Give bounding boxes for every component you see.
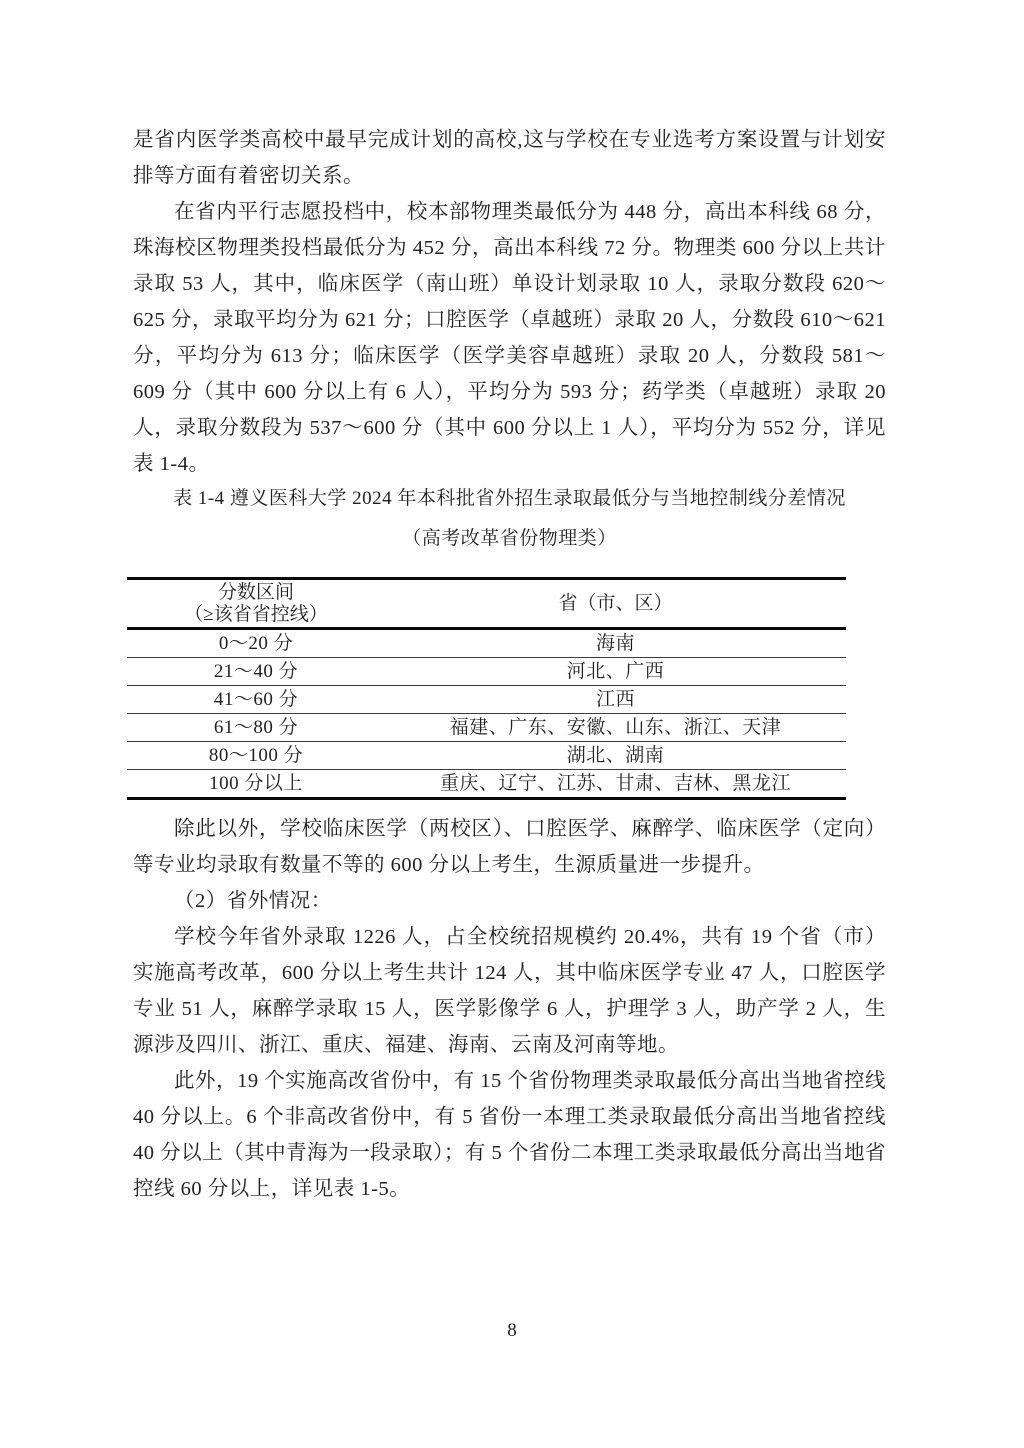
score-range-cell: 80～100 分 (208, 744, 304, 766)
header-score-range-line2: （≥该省省控线） (184, 603, 328, 625)
table-header-row (127, 579, 846, 629)
page-number: 8 (507, 1320, 517, 1341)
header-score-range (127, 579, 385, 629)
table-row (127, 658, 846, 686)
table-row (127, 714, 846, 742)
provinces-cell: 海南 (595, 632, 635, 654)
table-caption: 表 1-4 遵义医科大学 2024 年本科批省外招生录取最低分与当地控制线分差情况 (173, 488, 846, 509)
paragraph-additional-majors: 除此以外，学校临床医学（两校区）、口腔医学、麻醉学、临床医学（定向）等专业均录取有数量不等的 600 分以上考生，生源质量进一步提升。 (133, 818, 886, 876)
header-province: 省（市、区） (558, 592, 673, 614)
provinces-cell: 河北、广西 (566, 660, 665, 682)
provinces-cell: 重庆、辽宁、江苏、甘肃、吉林、黑龙江 (439, 772, 791, 794)
table-row (127, 742, 846, 770)
provinces-cell: 江西 (595, 688, 635, 710)
paragraph-out-of-province-detail: 学校今年省外录取 1226 人，占全校统招规模约 20.4%，共有 19 个省（市）实施高考改革，600 分以上考生共计 124 人，其中临床医学专业 47 人，口腔医学专业 51 人，麻醉学录取 15 人，医学影像学 6 人，护理学 3 人，助产学 2 人，生源涉及四川、浙江、重庆、福建、海南、云南及河南等地。 (133, 926, 886, 1056)
score-range-cell: 21～40 分 (213, 660, 299, 682)
score-gap-table (127, 577, 846, 800)
table-subtitle: （高考改革省份物理类） (402, 528, 617, 549)
header-score-range-line1: 分数区间 (217, 581, 294, 603)
score-range-cell: 100 分以上 (209, 772, 303, 794)
score-range-cell: 61～80 分 (213, 716, 299, 738)
paragraph-province-gap-summary: 此外，19 个实施高改省份中，有 15 个省份物理类录取最低分高出当地省控线 40 分以上。6 个非高改省份中，有 5 省份一本理工类录取最低分高出当地省控线 40 分以上（其中青海为一段录取）；有 5 个省份二本理工类录取最低分高出当地省控线 60 分以上，详见表 1-5。 (133, 1070, 886, 1200)
score-range-cell: 0～20 分 (218, 632, 294, 654)
provinces-cell: 福建、广东、安徽、山东、浙江、天津 (449, 716, 782, 738)
page-content (133, 122, 886, 1207)
table-row (127, 686, 846, 714)
provinces-cell: 湖北、湖南 (566, 744, 665, 766)
table-row (127, 629, 846, 658)
paragraph-continuation: 是省内医学类高校中最早完成计划的高校,这与学校在专业选考方案设置与计划安排等方面有着密切关系。 (133, 129, 886, 187)
paragraph-province-internal: 在省内平行志愿投档中，校本部物理类最低分为 448 分，高出本科线 68 分，珠海校区物理类投档最低分为 452 分，高出本科线 72 分。物理类 600 分以上共计录取 53 人，其中，临床医学（南山班）单设计划录取 10 人，录取分数段 620～625 分，录取平均分为 621 分；口腔医学（卓越班）录取 20 人，分数段 610～621 分，平均分为 613 分；临床医学（医学美容卓越班）录取 20 人，分数段 581～609 分（其中 600 分以上有 6 人），平均分为 593 分；药学类（卓越班）录取 20 人，录取分数段为 537～600 分（其中 600 分以上 1 人），平均分为 552 分，详见表 1-4。 (133, 201, 886, 475)
paragraph-out-of-province-heading: （2）省外情况： (174, 890, 332, 912)
score-range-cell: 41～60 分 (213, 688, 299, 710)
table-row (127, 770, 846, 799)
